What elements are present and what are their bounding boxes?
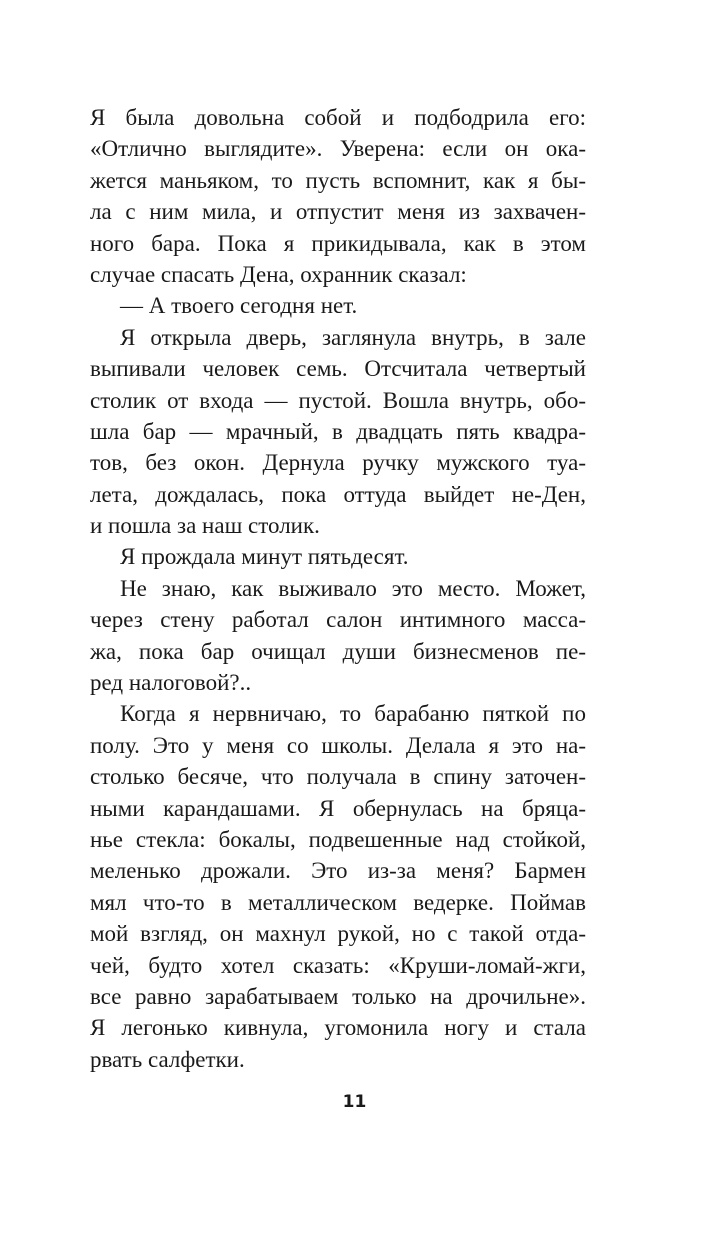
text-line: Я открыла дверь, заглянула внутрь, в зале — [120, 324, 586, 350]
text-line: мой взгляд, он махнул рукой, но с такой отда- — [90, 921, 586, 947]
text-line: «Отлично выглядите». Уверена: если он ока- — [90, 136, 586, 162]
text-line: ного бара. Пока я прикидывала, как в этом — [90, 230, 586, 256]
text-line: ла с ним мила, и отпустит меня из захвачен- — [90, 199, 586, 225]
text-line: полу. Это у меня со школы. Делала я это на- — [90, 732, 586, 758]
text-line: Я прождала минут пятьдесят. — [120, 544, 409, 570]
page-number: 11 — [342, 1092, 367, 1112]
text-line: случае спасать Дена, охранник сказал: — [90, 261, 467, 287]
text-line: шла бар — мрачный, в двадцать пять квадра- — [90, 418, 586, 444]
text-line: чей, будто хотел сказать: «Круши-ломай-жги, — [90, 952, 586, 978]
text-line: лета, дождалась, пока оттуда выйдет не-Ден, — [90, 481, 586, 507]
text-line: все равно зарабатываем только на дрочильне». — [90, 983, 586, 1009]
text-line: Не знаю, как выживало это место. Может, — [120, 575, 586, 601]
text-line: Я легонько кивнула, угомонила ногу и стала — [90, 1015, 586, 1041]
text-line: жа, пока бар очищал души бизнесменов пе- — [90, 638, 586, 664]
text-line: жется маньяком, то пусть вспомнит, как я бы- — [90, 167, 586, 193]
text-line: столько бесяче, что получала в спину заточен- — [90, 764, 586, 790]
body-text — [90, 102, 586, 1075]
text-line: столик от входа — пустой. Вошла внутрь, обо- — [90, 387, 586, 413]
text-line: ными карандашами. Я обернулась на бряца- — [90, 795, 586, 821]
text-line: тов, без окон. Дернула ручку мужского туа- — [90, 450, 586, 476]
text-line: через стену работал салон интимного масса- — [90, 607, 586, 633]
text-line: меленько дрожали. Это из-за меня? Бармен — [90, 858, 586, 884]
text-line: выпивали человек семь. Отсчитала четвертый — [90, 356, 586, 382]
text-line: ред налоговой?.. — [90, 670, 252, 696]
text-line: мял что-то в металлическом ведерке. Поймав — [90, 889, 586, 915]
text-line: Когда я нервничаю, то барабаню пяткой по — [120, 701, 586, 727]
text-line: Я была довольна собой и подбодрила его: — [90, 105, 586, 130]
text-line: рвать салфетки. — [90, 1046, 245, 1072]
text-line: — А твоего сегодня нет. — [120, 293, 358, 319]
text-line: и пошла за наш столик. — [90, 513, 320, 539]
text-line: нье стекла: бокалы, подвешенные над стойкой, — [90, 826, 586, 852]
